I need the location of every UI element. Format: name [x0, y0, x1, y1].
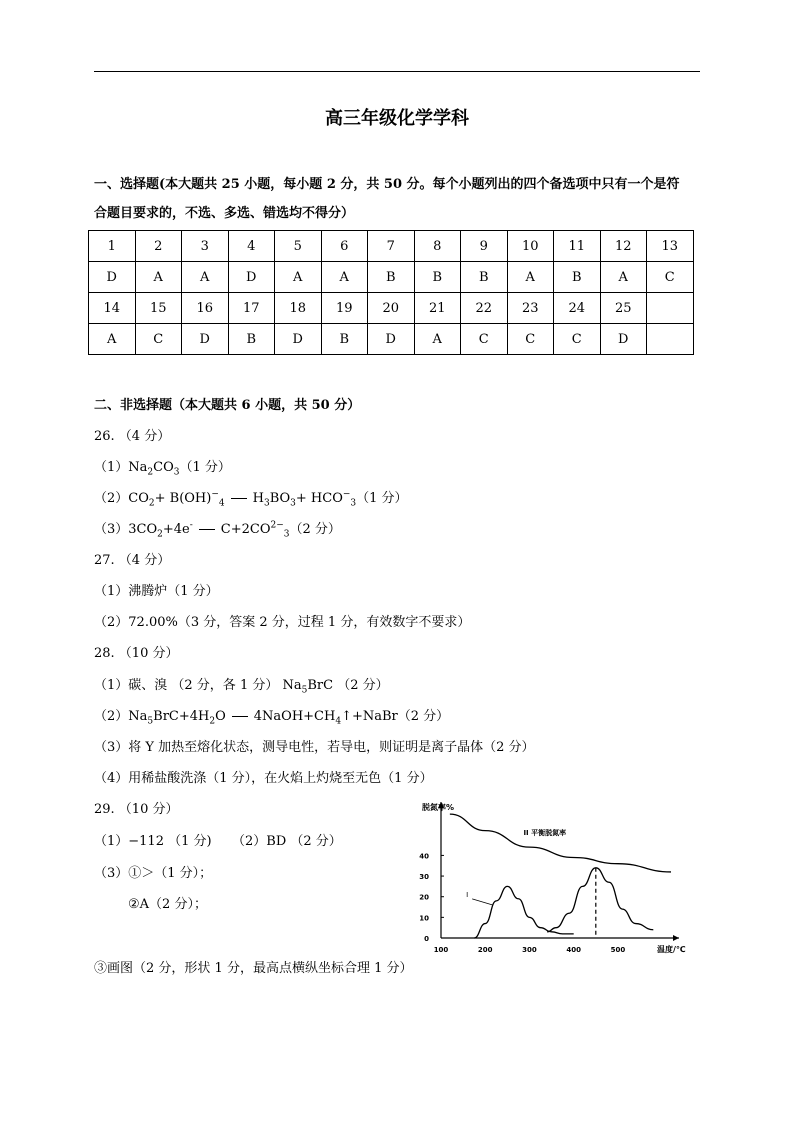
q27-answer2: （2）72.00%（3 分，答案 2 分，过程 1 分，有效数字不要求） [94, 615, 471, 630]
q27-answer1: （1）沸腾炉（1 分） [94, 584, 219, 599]
table-cell: C [647, 262, 694, 293]
q26-answer3: $(3)3CO_2+4e^-$ $C+2CO^{2-}_3(2$ 分） [94, 520, 341, 540]
section2-heading: 二、非选择题（本大题共 6 小题，共 50 分） [94, 398, 361, 413]
table-cell: C [507, 324, 554, 355]
y-axis-label: 脱氮率% [422, 803, 455, 812]
table-cell [647, 293, 694, 324]
table-cell: 3 [182, 231, 229, 262]
q29-answer1: （1）−112 （1 分) [94, 834, 212, 849]
q27-head: 27. （4 分） [94, 553, 171, 568]
x-axis-arrow [673, 935, 679, 941]
table-cell: 12 [600, 231, 647, 262]
table-cell: 5 [275, 231, 322, 262]
x-tick-label: 100 [433, 946, 449, 954]
q29-answer2: （2）BD （2 分） [232, 834, 342, 849]
table-cell: 7 [368, 231, 415, 262]
q28-answer2: $(2)Na_5BrC+4H_2O$ $4NaOH+CH_4↑+NaBr(2$ 分） [94, 709, 450, 727]
top-rule [94, 71, 700, 72]
table-cell: B [554, 262, 601, 293]
q29-answer3b: ②A（2 分）； [128, 897, 207, 912]
q28-answer3: （3）将 Y 加热至熔化状态，测导电性，若导电，则证明是离子晶体（2 分） [94, 740, 535, 755]
table-cell: 15 [135, 293, 182, 324]
table-cell: 6 [321, 231, 368, 262]
q28-answer1: （1）碳、溴 （2 分，各 1 分） $Na_5BrC$ （2 分） [94, 678, 389, 696]
table-cell: 16 [182, 293, 229, 324]
table-cell: A [600, 262, 647, 293]
y-tick-label: 10 [419, 914, 429, 923]
y-tick-label: 20 [419, 893, 429, 902]
q29-answer3c: ③画图（2 分，形状 1 分，最高点横纵坐标合理 1 分） [94, 961, 413, 976]
table-cell: 24 [554, 293, 601, 324]
series-line-0 [450, 814, 671, 872]
section1-heading-line1: 一、选择题(本大题共 25 小题，每小题 2 分，共 50 分。每个小题列出的四个备选项中只有一个是符 [94, 177, 680, 192]
table-cell: 1 [89, 231, 136, 262]
table-cell: 18 [275, 293, 322, 324]
q28-answer4: （4）用稀盐酸洗涤（1 分），在火焰上灼烧至无色（1 分） [94, 771, 433, 786]
equals-sign [199, 529, 215, 530]
section1-heading-line2: 合题目要求的，不选、多选、错选均不得分） [94, 206, 355, 221]
table-cell: D [368, 324, 415, 355]
equals-sign [231, 498, 247, 499]
table-cell: D [275, 324, 322, 355]
table-cell: C [461, 324, 508, 355]
q26-answer1: $(1)Na_2CO_3(1$ 分） [94, 460, 231, 478]
table-cell: 25 [600, 293, 647, 324]
table-cell: 21 [414, 293, 461, 324]
y-tick-label: 30 [419, 873, 429, 882]
table-cell: D [600, 324, 647, 355]
series-line-1 [474, 886, 574, 938]
table-cell: 11 [554, 231, 601, 262]
table-cell: B [321, 324, 368, 355]
q26-head: 26. （4 分） [94, 429, 171, 444]
table-cell: 19 [321, 293, 368, 324]
table-cell: 9 [461, 231, 508, 262]
table-cell: B [228, 324, 275, 355]
y-tick-label: 40 [419, 852, 429, 861]
q29-head: 29. （10 分） [94, 802, 179, 817]
equals-sign [232, 716, 248, 717]
answer-row [89, 262, 694, 293]
x-tick-label: 300 [522, 946, 537, 954]
q29-answer3: （3）①＞（1 分）； [94, 866, 213, 881]
series-label-i-pointer [472, 899, 492, 905]
q26-answer2: $(2)CO_2+ B(OH)^-_4$ $H_3BO_3+ HCO^-_3(1$ 分） [94, 489, 408, 509]
question-number-row [89, 293, 694, 324]
table-cell: A [275, 262, 322, 293]
q28-head: 28. （10 分） [94, 646, 179, 661]
table-cell: 20 [368, 293, 415, 324]
table-cell: 17 [228, 293, 275, 324]
table-cell: 13 [647, 231, 694, 262]
table-cell: B [414, 262, 461, 293]
x-tick-label: 500 [610, 946, 626, 954]
x-tick-label: 400 [566, 946, 582, 954]
x-tick-label: 200 [477, 946, 493, 954]
table-cell: D [89, 262, 136, 293]
answer-table [88, 230, 694, 355]
table-cell: 2 [135, 231, 182, 262]
table-cell: D [228, 262, 275, 293]
table-cell: A [182, 262, 229, 293]
y-tick-label: 0 [424, 935, 429, 943]
table-cell: C [554, 324, 601, 355]
table-cell: B [368, 262, 415, 293]
denitrification-chart [408, 796, 688, 956]
table-cell: 14 [89, 293, 136, 324]
table-cell: 4 [228, 231, 275, 262]
table-cell: D [182, 324, 229, 355]
table-cell: 10 [507, 231, 554, 262]
page-title: 高三年级化学学科 [325, 108, 469, 129]
table-cell: A [135, 262, 182, 293]
table-cell: 22 [461, 293, 508, 324]
table-cell: A [414, 324, 461, 355]
table-cell: A [321, 262, 368, 293]
x-axis-label: 温度/℃ [657, 945, 686, 954]
series-label-i: I [466, 890, 469, 899]
table-cell: B [461, 262, 508, 293]
series-label-ii: II 平衡脱氮率 [523, 829, 567, 838]
question-number-row [89, 231, 694, 262]
table-cell: A [89, 324, 136, 355]
table-cell: 23 [507, 293, 554, 324]
answer-row [89, 324, 694, 355]
series-line-2 [547, 868, 653, 932]
table-cell [647, 324, 694, 355]
table-cell: A [507, 262, 554, 293]
table-cell: 8 [414, 231, 461, 262]
table-cell: C [135, 324, 182, 355]
